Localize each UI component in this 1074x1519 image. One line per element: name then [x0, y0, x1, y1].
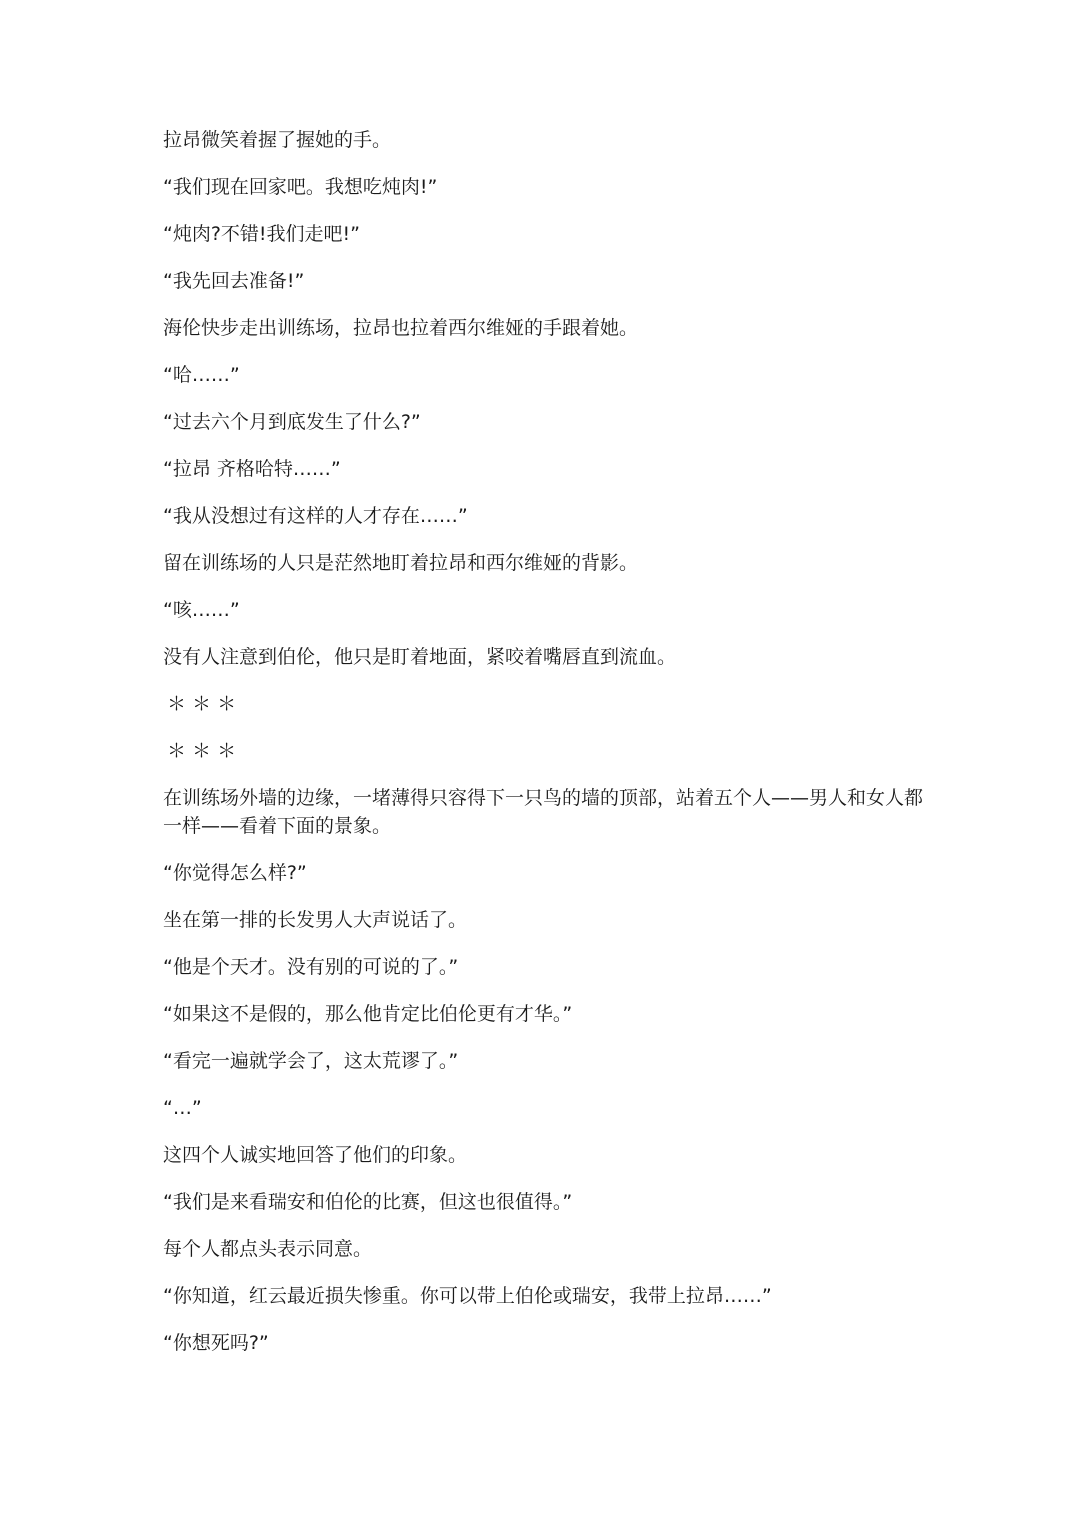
paragraph: “如果这不是假的，那么他肯定比伯伦更有才华。” [163, 1003, 573, 1025]
paragraph: “你知道，红云最近损失惨重。你可以带上伯伦或瑞安，我带上拉昂……” [163, 1285, 772, 1307]
paragraph: “我们是来看瑞安和伯伦的比赛，但这也很值得。” [163, 1191, 573, 1213]
paragraph: “我们现在回家吧。我想吃炖肉!” [163, 176, 438, 198]
paragraph: 留在训练场的人只是茫然地盯着拉昂和西尔维娅的背影。 [163, 552, 639, 574]
scene-break: ＊ ＊ ＊ [167, 693, 237, 715]
paragraph: “拉昂 齐格哈特……” [163, 458, 341, 480]
paragraph: “炖肉?不错!我们走吧!” [163, 223, 361, 245]
paragraph: 每个人都点头表示同意。 [163, 1238, 373, 1260]
paragraph: “你觉得怎么样?” [163, 862, 307, 884]
paragraph: “我先回去准备!” [163, 270, 305, 292]
paragraph: “咳……” [163, 599, 240, 621]
paragraph: 坐在第一排的长发男人大声说话了。 [163, 909, 468, 931]
paragraph: 这四个人诚实地回答了他们的印象。 [163, 1144, 468, 1166]
paragraph: “他是个天才。没有别的可说的了。” [163, 956, 459, 978]
paragraph: “哈……” [163, 364, 240, 386]
paragraph: 在训练场外墙的边缘，一堵薄得只容得下一只鸟的墙的顶部，站着五个人——男人和女人都一样——看着下面的景象。 [163, 787, 924, 837]
scene-break: ＊ ＊ ＊ [167, 740, 237, 762]
paragraph: “我从没想过有这样的人才存在……” [163, 505, 468, 527]
paragraph: “…” [163, 1097, 202, 1119]
document-body [163, 126, 923, 1376]
paragraph: 海伦快步走出训练场，拉昂也拉着西尔维娅的手跟着她。 [163, 317, 639, 339]
paragraph: “过去六个月到底发生了什么?” [163, 411, 421, 433]
paragraph: 拉昂微笑着握了握她的手。 [163, 129, 392, 151]
paragraph: “看完一遍就学会了，这太荒谬了。” [163, 1050, 459, 1072]
paragraph: 没有人注意到伯伦，他只是盯着地面，紧咬着嘴唇直到流血。 [163, 646, 677, 668]
paragraph: “你想死吗?” [163, 1332, 269, 1354]
